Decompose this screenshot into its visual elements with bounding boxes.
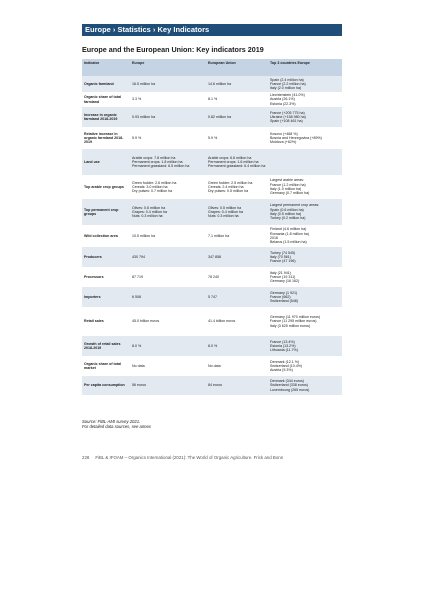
- top3-value-cell: [268, 247, 342, 267]
- indicator-label: Organic share of total market: [84, 361, 122, 370]
- table-row: [82, 376, 342, 395]
- indicator-cell: [82, 267, 130, 287]
- page-number: 228: [82, 455, 90, 460]
- europe-value-cell: [130, 92, 206, 107]
- table-row: [82, 107, 342, 127]
- top3-value: Romania (1.8 million ha): [270, 231, 309, 236]
- europe-value: Cereals: 3.0 million ha: [132, 184, 168, 189]
- europe-value: Dry pulses: 0.7 million ha: [132, 189, 173, 194]
- europe-value-cell: [130, 107, 206, 127]
- europe-value: 16.5 million ha: [132, 81, 156, 86]
- indicator-label: Importers: [84, 294, 101, 299]
- table-notes: [82, 419, 342, 429]
- eu-value: 41.4 billion euros: [208, 319, 236, 324]
- indicator-cell: [82, 199, 130, 225]
- indicator-cell: [82, 376, 130, 395]
- europe-value: 10.5 million ha: [132, 233, 156, 238]
- eu-value: 8.1 %: [208, 97, 218, 102]
- column-header-european-union: European Union: [206, 59, 268, 76]
- eu-value: 84 euros: [208, 383, 222, 388]
- table-row: [82, 356, 342, 376]
- europe-value: Permanent crops: 1.8 million ha: [132, 159, 183, 164]
- europe-value: 0.93 million ha: [132, 114, 156, 119]
- top3-value: Turkey (0.2 million ha): [270, 216, 306, 221]
- top3-value: Italy (3 625 million euros): [270, 323, 311, 328]
- top3-value: France (47 196): [270, 259, 296, 264]
- table-body: [82, 76, 342, 395]
- indicator-label: Per capita consumption: [84, 383, 125, 388]
- indicator-cell: [82, 107, 130, 127]
- top3-value: Switzerland (10.4%): [270, 363, 303, 368]
- top3-value-cell: [268, 336, 342, 356]
- table-row: [82, 149, 342, 175]
- top3-value: Germany (0.7 million ha): [270, 191, 310, 196]
- top3-value-cell: [268, 175, 342, 199]
- europe-value-cell: [130, 376, 206, 395]
- indicator-label: Processors: [84, 274, 104, 279]
- table-header-row: [82, 59, 342, 76]
- table-row: [82, 336, 342, 356]
- indicator-cell: [82, 76, 130, 92]
- eu-value: 78 240: [208, 274, 219, 279]
- top3-value: Estonia (13.2%): [270, 343, 296, 348]
- top3-value: Germany (1 921): [270, 290, 298, 295]
- eu-value-cell: [206, 76, 268, 92]
- top3-value: Italy (0.5 million ha): [270, 212, 302, 216]
- column-header-indicator: Indicator: [82, 59, 130, 76]
- key-indicators-table: [82, 59, 342, 395]
- eu-value: Permanent grassland: 6.4 million ha: [208, 164, 266, 169]
- eu-value-cell: [206, 336, 268, 356]
- top3-value: Finland (4.6 million ha): [270, 227, 307, 232]
- eu-value-cell: [206, 107, 268, 127]
- europe-value-cell: [130, 225, 206, 247]
- eu-value: No data: [208, 363, 221, 368]
- eu-value: 0.82 million ha: [208, 114, 232, 119]
- top3-value-cell: [268, 149, 342, 175]
- eu-value-cell: [206, 199, 268, 225]
- europe-value-cell: [130, 149, 206, 175]
- top3-value: 2016: [270, 236, 278, 240]
- europe-value-cell: [130, 356, 206, 376]
- top3-value-cell: [268, 225, 342, 247]
- top3-value: Luxembourg (265 euros): [270, 387, 310, 392]
- eu-value-cell: [206, 247, 268, 267]
- europe-value: 3.3 %: [132, 97, 142, 102]
- page-footer: [82, 455, 372, 460]
- top3-value-cell: [268, 376, 342, 395]
- table-row: [82, 76, 342, 92]
- top3-value: France (+205 775 ha): [270, 110, 305, 115]
- top3-value: Austria (26.1%): [270, 97, 295, 102]
- top3-value: Liechtenstein (41.0%): [270, 93, 305, 98]
- eu-value-cell: [206, 149, 268, 175]
- indicator-cell: [82, 287, 130, 307]
- europe-value: 8.0 %: [132, 343, 142, 348]
- indicator-label: Land use: [84, 159, 100, 164]
- eu-value: Dry pulses: 0.5 million ha: [208, 189, 249, 194]
- eu-value: 347 858: [208, 254, 221, 259]
- top3-value: Spain (2.4 million ha): [270, 77, 304, 82]
- europe-value-cell: [130, 267, 206, 287]
- top3-value: France (13.4%): [270, 339, 295, 344]
- top3-value-cell: [268, 307, 342, 336]
- eu-value-cell: [206, 376, 268, 395]
- top3-value: Denmark (344 euros): [270, 379, 304, 384]
- top3-value: Italy (21 941): [270, 270, 291, 275]
- top3-value: Belarus (1.5 million ha): [270, 240, 307, 245]
- indicator-label: Growth of retail sales 2018-2019: [84, 341, 121, 350]
- europe-value: Nuts: 0.3 million ha: [132, 214, 163, 219]
- europe-value: Arable crops: 7.8 million ha: [132, 155, 176, 160]
- indicator-label: Organic farmland: [84, 81, 114, 86]
- indicator-label: Wild collection area: [84, 233, 118, 238]
- top3-value: Germany (16 162): [270, 279, 300, 284]
- table-row: [82, 199, 342, 225]
- top3-value: Kosovo (+468 %): [270, 131, 298, 136]
- top3-value: Italy (70 561): [270, 254, 291, 259]
- top3-value: France (19 311): [270, 274, 296, 279]
- indicator-label: Organic share of total farmland: [84, 95, 122, 104]
- eu-value-cell: [206, 287, 268, 307]
- eu-value: 8.0 %: [208, 343, 218, 348]
- top3-value: France (1.2 million ha): [270, 182, 306, 187]
- top3-value-cell: [268, 92, 342, 107]
- indicator-cell: [82, 247, 130, 267]
- indicator-cell: [82, 307, 130, 336]
- europe-value: 6 508: [132, 294, 141, 299]
- eu-value: 5 747: [208, 294, 217, 299]
- indicator-cell: [82, 175, 130, 199]
- europe-value: 87 719: [132, 274, 143, 279]
- table-row: [82, 225, 342, 247]
- eu-value-cell: [206, 175, 268, 199]
- europe-value-cell: [130, 127, 206, 149]
- annex-note: For detailed data sources, see annex: [82, 424, 151, 430]
- top3-value: Lithuania (11.7%): [270, 348, 298, 353]
- top3-value: France (662): [270, 294, 291, 299]
- eu-value: Grapes: 0.4 million ha: [208, 209, 243, 214]
- eu-value-cell: [206, 127, 268, 149]
- top3-value-cell: [268, 107, 342, 127]
- top3-value: Bosnia and Herzegovina (+89%): [270, 135, 322, 140]
- eu-value-cell: [206, 92, 268, 107]
- indicator-label: Retail sales: [84, 319, 104, 324]
- top3-value: Largest permanent crop areas:: [270, 203, 320, 208]
- top3-value-cell: [268, 356, 342, 376]
- eu-value-cell: [206, 307, 268, 336]
- table-row: [82, 92, 342, 107]
- europe-value-cell: [130, 336, 206, 356]
- top3-value: Switzerland (548): [270, 299, 298, 304]
- table-row: [82, 267, 342, 287]
- top3-value: Austria (9.3%): [270, 368, 293, 373]
- europe-value-cell: [130, 199, 206, 225]
- top3-value-cell: [268, 287, 342, 307]
- eu-value: 5.9 %: [208, 135, 218, 140]
- table-row: [82, 307, 342, 336]
- top3-value: Italy (1.0 million ha): [270, 187, 302, 191]
- footer-citation: FiBL & IFOAM – Organics International (2021): The World of Organic Agriculture. Frick and Bonn: [95, 455, 284, 460]
- top3-value: Switzerland (338 euros): [270, 383, 308, 388]
- column-header-top3: Top 3 countries Europe: [268, 59, 342, 76]
- top3-value-cell: [268, 199, 342, 225]
- table-row: [82, 247, 342, 267]
- europe-value-cell: [130, 76, 206, 92]
- indicator-label: Relative increase in organic farmland 2018-2019: [84, 131, 124, 145]
- top3-value-cell: [268, 76, 342, 92]
- top3-value-cell: [268, 267, 342, 287]
- eu-value-cell: [206, 356, 268, 376]
- top3-value: Spain (+108 461 ha): [270, 119, 303, 124]
- indicator-cell: [82, 356, 130, 376]
- table-row: [82, 287, 342, 307]
- indicator-label: Producers: [84, 254, 102, 259]
- top3-value: Spain (0.6 million ha): [270, 207, 304, 212]
- breadcrumb: Europe › Statistics › Key Indicators: [82, 24, 342, 36]
- europe-value-cell: [130, 247, 206, 267]
- top3-value: Germany (11 970 million euros): [270, 315, 321, 320]
- source-note: Source: FiBL-AMI survey 2021.: [82, 419, 141, 424]
- eu-value-cell: [206, 267, 268, 287]
- indicator-cell: [82, 127, 130, 149]
- europe-value: 430 794: [132, 254, 145, 259]
- top3-value: France (11 295 million euros): [270, 319, 317, 324]
- top3-value: Largest arable areas:: [270, 178, 304, 183]
- europe-value: Grapes: 0.4 million ha: [132, 209, 167, 214]
- indicator-cell: [82, 336, 130, 356]
- indicator-label: Top arable crop groups: [84, 184, 124, 189]
- europe-value: Permanent grassland: 6.5 million ha: [132, 164, 190, 169]
- top3-value-cell: [268, 127, 342, 149]
- europe-value-cell: [130, 307, 206, 336]
- top3-value: Italy (2.0 million ha): [270, 86, 302, 91]
- europe-value-cell: [130, 175, 206, 199]
- eu-value: 14.6 million ha: [208, 81, 232, 86]
- indicator-cell: [82, 225, 130, 247]
- column-header-europe: Europe: [130, 59, 206, 76]
- europe-value: 56 euros: [132, 383, 146, 388]
- eu-value: Nuts: 0.3 million ha: [208, 214, 239, 219]
- top3-value: Denmark (12.1 %): [270, 359, 300, 364]
- table-row: [82, 175, 342, 199]
- eu-value: Permanent crops: 1.6 million ha: [208, 159, 259, 164]
- indicator-cell: [82, 149, 130, 175]
- top3-value: Estonia (22.3%): [270, 101, 296, 106]
- eu-value-cell: [206, 225, 268, 247]
- indicator-cell: [82, 92, 130, 107]
- eu-value: Olives: 0.5 million ha: [208, 205, 242, 210]
- europe-value: No data: [132, 363, 145, 368]
- europe-value: 5.9 %: [132, 135, 142, 140]
- indicator-label: Top permanent crop groups: [84, 207, 119, 216]
- top3-value: Moldova (+62%): [270, 140, 297, 145]
- eu-value: Green fodder: 2.5 million ha: [208, 180, 253, 185]
- top3-value: Ukraine (+158 980 ha): [270, 114, 306, 119]
- page-title: Europe and the European Union: Key indicators 2019: [82, 45, 264, 54]
- europe-value: 45.0 billion euros: [132, 319, 160, 324]
- top3-value: Turkey (74 545): [270, 250, 296, 255]
- eu-value: 7.1 million ha: [208, 233, 230, 238]
- eu-value: Arable crops: 6.6 million ha: [208, 155, 252, 160]
- europe-value: Olives: 0.6 million ha: [132, 205, 166, 210]
- europe-value-cell: [130, 287, 206, 307]
- top3-value: France (2.2 million ha): [270, 81, 306, 86]
- table-row: [82, 127, 342, 149]
- europe-value: Green fodder: 2.6 million ha: [132, 180, 177, 185]
- eu-value: Cereals: 2.4 million ha: [208, 184, 244, 189]
- indicator-label: Increase in organic farmland 2018-2019: [84, 112, 118, 121]
